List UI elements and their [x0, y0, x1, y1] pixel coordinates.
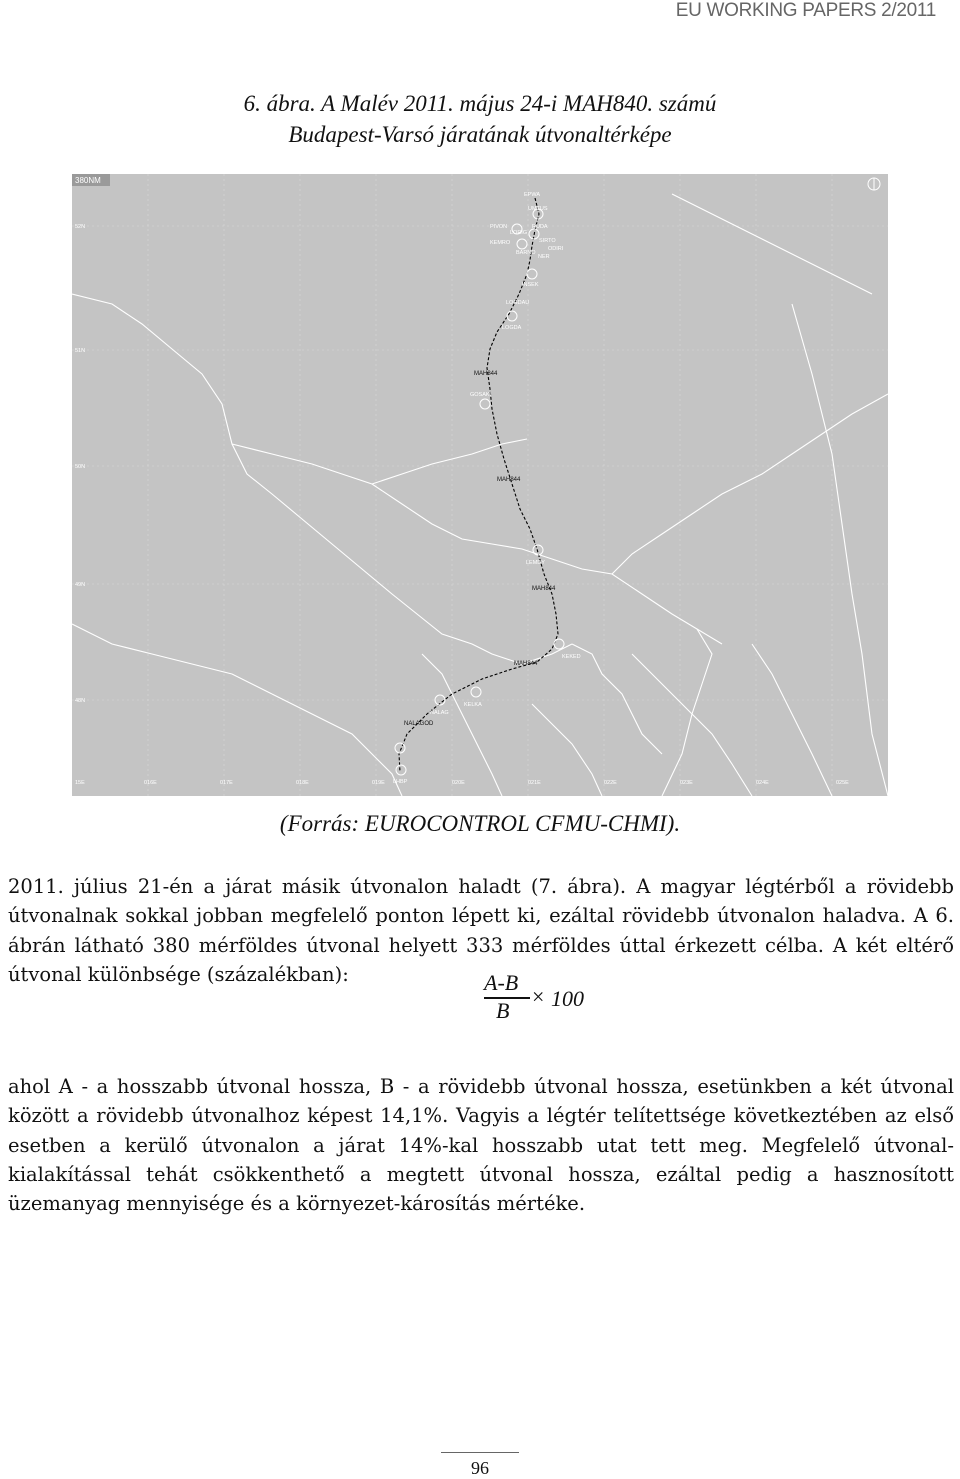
- figure-source: (Forrás: EUROCONTROL CFMU-CHMI).: [279, 811, 681, 836]
- waypoint-label: KELKA: [464, 702, 482, 708]
- waypoint-label: KEKED: [562, 654, 581, 660]
- figure-caption: [0, 88, 960, 150]
- lat-label: 51N: [75, 348, 86, 354]
- waypoint-label: KEMRO: [490, 240, 511, 246]
- lon-label: 019E: [372, 780, 385, 786]
- waypoint-label: LORIG: [510, 230, 528, 236]
- lon-label: 022E: [604, 780, 617, 786]
- flight-label: MAH844: [514, 661, 538, 667]
- lon-label: 025E: [836, 780, 849, 786]
- lon-label: 023E: [680, 780, 693, 786]
- lon-label: 016E: [144, 780, 157, 786]
- caption-line-2: Budapest-Varsó járatának útvonaltérképe: [288, 122, 672, 147]
- waypoint-label: NER: [538, 254, 550, 260]
- waypoint-label: LHBP: [393, 779, 408, 785]
- multiply-sign: ×: [532, 984, 545, 1009]
- waypoint-label: UMTUS: [528, 206, 548, 212]
- waypoint-label: RUDA: [532, 224, 548, 230]
- route-map: [72, 174, 888, 796]
- caption-line-1: 6. ábra. A Malév 2011. május 24-i MAH840. számú: [243, 91, 717, 116]
- waypoint-label: LOGDAU: [506, 300, 530, 306]
- lon-label: 021E: [528, 780, 541, 786]
- footer-rule: [441, 1452, 519, 1453]
- waypoint-label: BARNO: [516, 250, 536, 256]
- waypoint-label: ODIRI: [548, 246, 564, 252]
- lon-label: 017E: [220, 780, 233, 786]
- lon-label: 018E: [296, 780, 309, 786]
- flight-label: MAH844: [532, 586, 556, 592]
- waypoint-label: NALAGOD: [404, 721, 434, 727]
- body-paragraph-2: ahol A - a hosszabb útvonal hossza, B - a rövidebb útvonal hossza, esetünkben a két útvonal között a rövidebb útvonalhoz képest 14,1%. Vagyis a légtér telítettsége következtében az első esetben a kerülő útvonalon a járat 14%-kal hosszabb utat tett meg. Megfelelő útvonal-kialakítással tehát csökkenthető a megtett útvonal hossza, ezáltal pedig a hasznosított üzemanyag mennyisége és a környezet-károsítás mértéke.: [8, 1075, 954, 1216]
- waypoint-label: NALAG: [430, 710, 449, 716]
- waypoint-label: EPWA: [524, 192, 540, 198]
- lat-label: 50N: [75, 464, 86, 470]
- lat-label: 52N: [75, 224, 86, 230]
- page-number: 96: [471, 1458, 489, 1478]
- lon-label: 15E: [75, 780, 85, 786]
- lon-label: 020E: [452, 780, 465, 786]
- body-paragraph-1: 2011. július 21-én a járat másik útvonalon haladt (7. ábra). A magyar légtérből a rövidebb útvonalnak sokkal jobban megfelelő ponton lépett ki, ezáltal rövidebb útvonalon haladva. A 6. ábrán látható 380 mérföldes útvonal helyett 333 mérföldes úttal érkezett célba. A két eltérő útvonal különbsége (százalékban):: [8, 875, 954, 986]
- lat-label: 49N: [75, 582, 86, 588]
- flight-label: MAH844: [497, 477, 521, 483]
- waypoint-label: SIRTO: [539, 238, 556, 244]
- waypoint-label: PIVON: [490, 224, 508, 230]
- lat-label: 48N: [75, 698, 86, 704]
- flight-label: MAH844: [474, 371, 498, 377]
- waypoint-label: LOGDA: [502, 325, 522, 331]
- waypoint-label: INSEK: [522, 282, 539, 288]
- formula-numerator: A-B: [484, 970, 519, 995]
- waypoint-label: GOSAKI: [470, 392, 492, 398]
- formula-factor: 100: [551, 986, 584, 1011]
- waypoint-label: LEMDY: [526, 560, 545, 566]
- running-header: EU WORKING PAPERS 2/2011: [675, 0, 936, 21]
- route-map-figure: [72, 174, 888, 796]
- formula-denominator: B: [496, 998, 510, 1023]
- distance-badge: 380NM: [75, 176, 101, 185]
- lon-label: 024E: [756, 780, 769, 786]
